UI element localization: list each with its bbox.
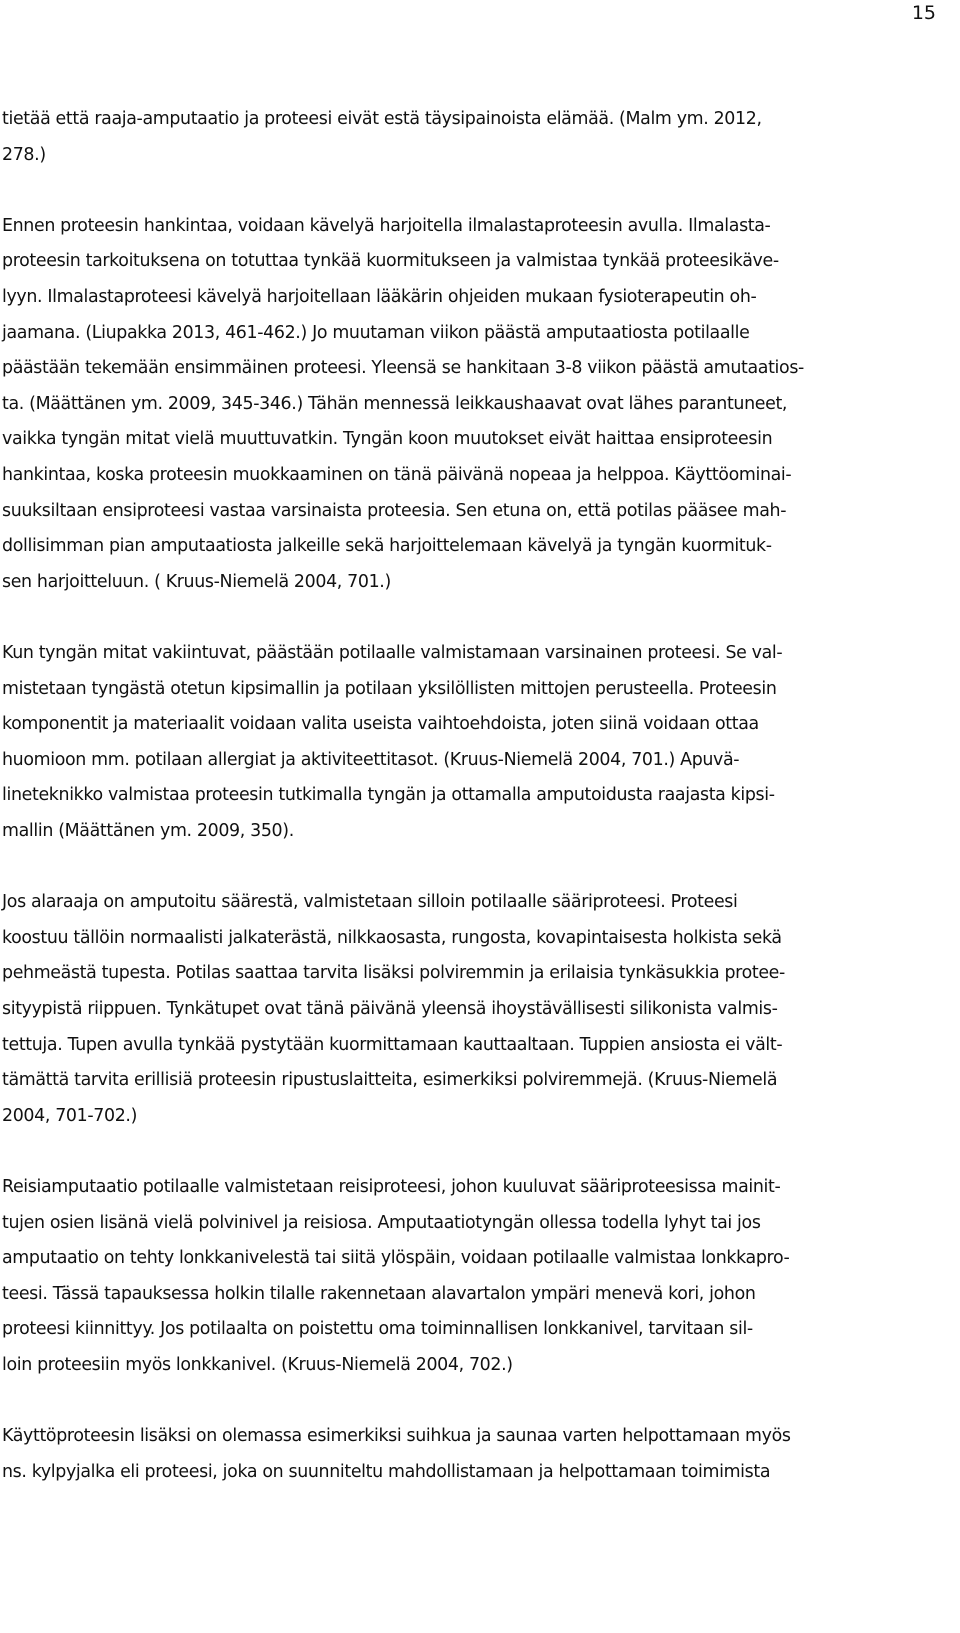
text-line: Kun tyngän mitat vakiintuvat, päästään potilaalle valmistamaan varsinainen proteesi. Se val- — [2, 643, 783, 663]
text-line: komponentit ja materiaalit voidaan valita useista vaihtoehdoista, joten siinä voidaan ottaa — [2, 714, 759, 735]
text-line: päästään tekemään ensimmäinen proteesi. Yleensä se hankitaan 3-8 viikon päästä amutaatios- — [2, 358, 804, 379]
text-line: sityypistä riippuen. Tynkätupet ovat tänä päivänä yleensä ihoystävällisesti silikonista valmis- — [2, 999, 778, 1019]
text-line: amputaatio on tehty lonkkanivelestä tai siitä ylöspäin, voidaan potilaalle valmistaa lonkkapro- — [2, 1248, 790, 1269]
text-line: teesi. Tässä tapauksessa holkin tilalle rakennetaan alavartalon ympäri menevä kori, johon — [2, 1283, 756, 1304]
text-line: tujen osien lisänä vielä polvinivel ja reisiosa. Amputaatiotyngän ollessa todella lyhyt tai jos — [2, 1212, 761, 1233]
text-line: Käyttöproteesin lisäksi on olemassa esimerkiksi suihkua ja saunaa varten helpottamaan myös — [2, 1426, 791, 1447]
text-line: lyyn. Ilmalastaproteesi kävelyä harjoitellaan lääkärin ohjeiden mukaan fysioterapeutin oh- — [2, 287, 757, 307]
text-line: 278.) — [2, 144, 46, 165]
text-line: lineteknikko valmistaa proteesin tutkimalla tyngän ja ottamalla amputoidusta raajasta kipsi- — [2, 785, 775, 806]
text-line: mistetaan tyngästä otetun kipsimallin ja potilaan yksilöllisten mittojen perusteella. Proteesin — [2, 678, 777, 699]
text-line: tietää että raaja-amputaatio ja proteesi eivät estä täysipainoista elämää. (Malm ym. 2012, — [2, 109, 762, 129]
text-line: vaikka tyngän mitat vielä muuttuvatkin. Tyngän koon muutokset eivät haittaa ensiproteesin — [2, 429, 773, 450]
page-number: 15 — [911, 2, 936, 24]
text-line: suuksiltaan ensiproteesi vastaa varsinaista proteesia. Sen etuna on, että potilas pääsee mah- — [2, 500, 787, 521]
text-line: Ennen proteesin hankintaa, voidaan kävelyä harjoitella ilmalastaproteesin avulla. Ilmalasta- — [2, 215, 771, 236]
text-line: proteesi kiinnittyy. Jos potilaalta on poistettu oma toiminnallisen lonkkanivel, tarvitaan sil- — [2, 1319, 753, 1340]
text-line: loin proteesiin myös lonkkanivel. (Kruus-Niemelä 2004, 702.) — [2, 1355, 513, 1375]
text-line: huomioon mm. potilaan allergiat ja aktiviteettitasot. (Kruus-Niemelä 2004, 701.) Apuvä- — [2, 749, 740, 770]
text-line: 2004, 701-702.) — [2, 1105, 138, 1126]
text-line: hankintaa, koska proteesin muokkaaminen on tänä päivänä nopeaa ja helppoa. Käyttöominai- — [2, 465, 792, 485]
text-line: ns. kylpyjalka eli proteesi, joka on suunniteltu mahdollistamaan ja helpottamaan toimimista — [2, 1461, 771, 1482]
text-line: koostuu tällöin normaalisti jalkaterästä, nilkkaosasta, rungosta, kovapintaisesta holkista sekä — [2, 927, 782, 948]
text-line: tettuja. Tupen avulla tynkää pystytään kuormittamaan kauttaaltaan. Tuppien ansiosta ei vält- — [2, 1034, 783, 1055]
text-line: pehmeästä tupesta. Potilas saattaa tarvita lisäksi polviremmin ja erilaisia tynkäsukkia protee- — [2, 963, 785, 984]
text-line: Reisiamputaatio potilaalle valmistetaan reisiproteesi, johon kuuluvat sääriproteesissa mainit- — [2, 1177, 781, 1197]
text-line: tämättä tarvita erillisiä proteesin ripustuslaitteita, esimerkiksi polviremmejä. (Kruus-Niemelä — [2, 1070, 778, 1091]
text-line: Jos alaraaja on amputoitu säärestä, valmistetaan silloin potilaalle sääriproteesi. Proteesi — [2, 892, 738, 913]
text-line: proteesin tarkoituksena on totuttaa tynkää kuormitukseen ja valmistaa tynkää proteesikäve- — [2, 251, 779, 272]
text-line: mallin (Määttänen ym. 2009, 350). — [2, 821, 294, 841]
text-line: sen harjoitteluun. ( Kruus-Niemelä 2004, 701.) — [2, 571, 391, 592]
text-line: ta. (Määttänen ym. 2009, 345-346.) Tähän mennessä leikkaushaavat ovat lähes parantuneet, — [2, 393, 788, 414]
text-line: jaamana. (Liupakka 2013, 461-462.) Jo muutaman viikon päästä amputaatiosta potilaalle — [2, 322, 750, 343]
text-line: dollisimman pian amputaatiosta jalkeille sekä harjoittelemaan kävelyä ja tyngän kuormituk- — [2, 536, 772, 557]
